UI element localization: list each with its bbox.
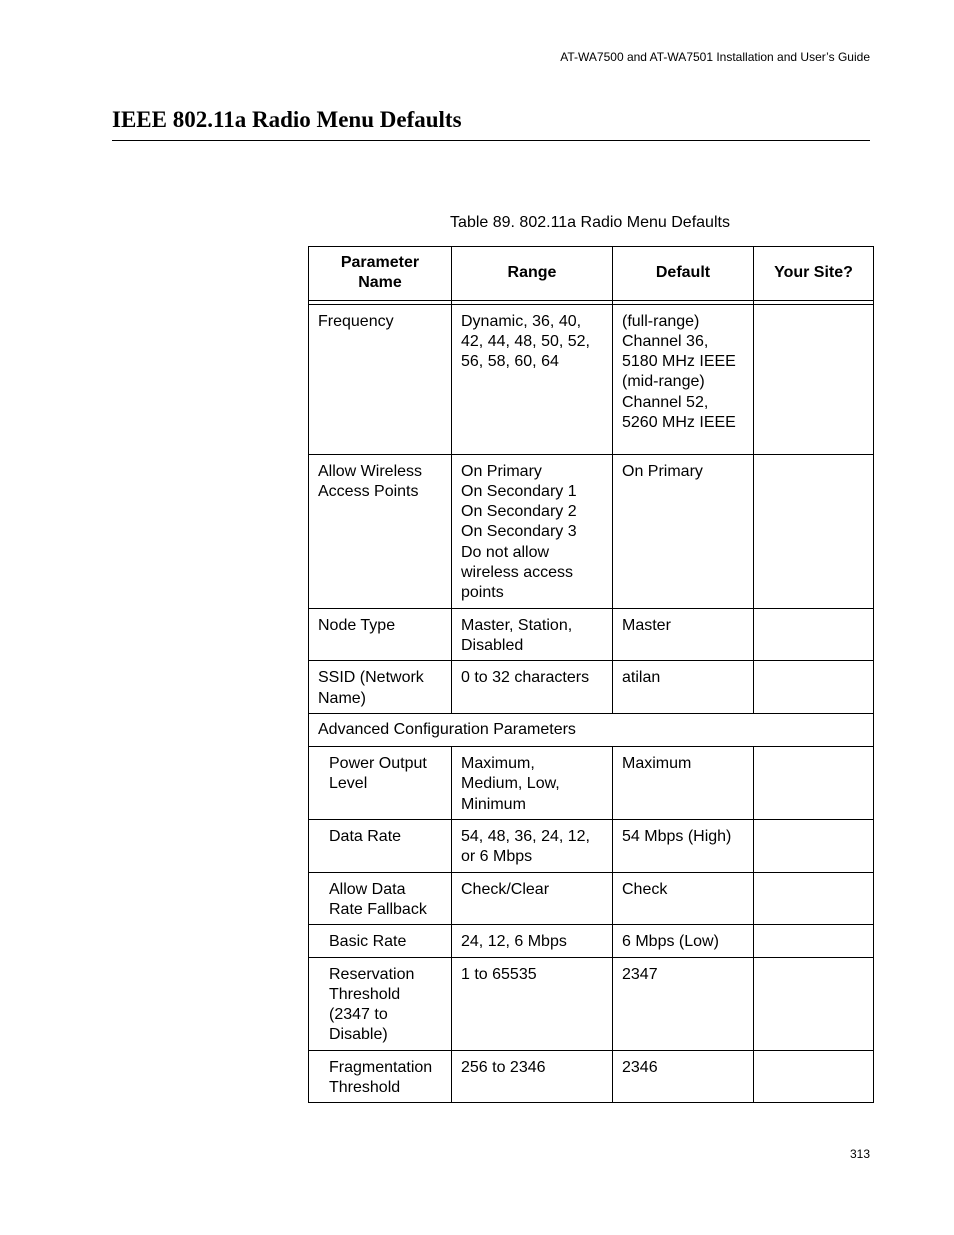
cell-line: 56, 58, 60, 64 [461,353,559,371]
cell-line: wireless access [461,564,574,582]
your-site-cell [754,304,874,454]
param-cell [309,872,452,925]
cell-line: Medium, Low, [461,775,560,793]
cell-line: 24, 12, 6 Mbps [461,933,567,951]
cell-line: Reservation [329,965,415,983]
cell-line: 5180 MHz IEEE [622,353,736,371]
cell-line: 6 Mbps (Low) [622,933,719,951]
cell-line: Minimum [461,795,526,813]
cell-line: 256 to 2346 [461,1058,546,1076]
table-header-row [309,247,874,301]
cell-line: or 6 Mbps [461,848,533,866]
default-cell [613,1050,754,1103]
cell-line: Master, Station, [461,616,573,634]
range-cell [452,925,613,957]
default-cell [613,925,754,957]
page-number: 313 [849,1147,870,1161]
cell-line: On Secondary 1 [461,482,577,500]
table-row [309,454,874,608]
cell-line: 0 to 32 characters [461,669,590,687]
cell-line: Node Type [318,616,396,634]
cell-line: Check/Clear [461,880,550,898]
cell-line: points [461,584,504,602]
column-header: Your Site? [754,247,874,301]
table-row [309,747,874,820]
cell-line: atilan [622,669,661,687]
default-cell [613,454,754,608]
cell-line: Allow Wireless [318,462,423,480]
param-cell [309,820,452,873]
cell-line: SSID (Network [318,669,424,687]
table-row [309,1050,874,1103]
param-cell [309,925,452,957]
cell-line: Level [329,775,368,793]
cell-line: 54 Mbps (High) [622,828,732,846]
table-row [309,820,874,873]
table-row [309,925,874,957]
cell-line: (full-range) [622,312,700,330]
cell-line: 54, 48, 36, 24, 12, [461,828,590,846]
param-cell [309,661,452,714]
cell-line: On Primary [622,462,703,480]
your-site-cell [754,1050,874,1103]
cell-line: Basic Rate [329,933,407,951]
column-header: Default [613,247,754,301]
cell-line: Disable) [329,1026,388,1044]
cell-line: Fragmentation [329,1058,433,1076]
param-cell [309,957,452,1050]
your-site-cell [754,925,874,957]
default-cell [613,661,754,714]
your-site-cell [754,454,874,608]
cell-line: Threshold [329,1079,401,1097]
table-caption: Table 89. 802.11a Radio Menu Defaults [450,214,730,231]
range-cell [452,304,613,454]
range-cell [452,872,613,925]
default-cell [613,608,754,661]
cell-line: Maximum [622,755,692,773]
your-site-cell [754,872,874,925]
table-row [309,957,874,1050]
cell-line: Rate Fallback [329,900,427,918]
table-row [309,661,874,714]
cell-line: Check [622,880,668,898]
cell-line: Power Output [329,755,427,773]
cell-line: Do not allow [461,543,550,561]
range-cell [452,661,613,714]
running-header: AT-WA7500 and AT-WA7501 Installation and User’s Guide [560,50,870,64]
default-cell [613,820,754,873]
cell-line: On Secondary 3 [461,523,577,541]
section-row [309,713,874,746]
defaults-table [308,246,874,1103]
param-cell [309,608,452,661]
range-cell [452,1050,613,1103]
range-cell [452,454,613,608]
range-cell [452,820,613,873]
cell-line: Channel 36, [622,332,709,350]
cell-line: Access Points [318,482,419,500]
cell-line: 2347 [622,965,658,983]
cell-line: Dynamic, 36, 40, [461,312,582,330]
range-cell [452,747,613,820]
default-cell [613,304,754,454]
your-site-cell [754,957,874,1050]
param-cell [309,1050,452,1103]
default-cell [613,957,754,1050]
cell-line: On Primary [461,462,542,480]
range-cell [452,608,613,661]
your-site-cell [754,661,874,714]
cell-line: Master [622,616,671,634]
cell-line: Frequency [318,312,394,330]
cell-line: 2346 [622,1058,658,1076]
cell-line: Threshold [329,985,401,1003]
cell-line: (2347 to [329,1006,388,1024]
your-site-cell [754,608,874,661]
cell-line: 1 to 65535 [461,965,537,983]
cell-line: Allow Data [329,880,406,898]
cell-line: Maximum, [461,755,535,773]
table-row [309,608,874,661]
section-label: Advanced Configuration Parameters [309,713,874,746]
cell-line: Channel 52, [622,393,709,411]
param-cell [309,747,452,820]
page-title: IEEE 802.11a Radio Menu Defaults [112,107,462,132]
range-cell [452,957,613,1050]
cell-line: On Secondary 2 [461,503,577,521]
cell-line: 5260 MHz IEEE [622,414,736,432]
cell-line: Data Rate [329,828,402,846]
title-rule [112,140,870,141]
param-cell [309,304,452,454]
cell-line: (mid-range) [622,373,705,391]
table-row [309,304,874,454]
default-cell [613,872,754,925]
cell-line: Disabled [461,636,524,654]
table-row [309,872,874,925]
column-header: Range [452,247,613,301]
your-site-cell [754,820,874,873]
cell-line: Name) [318,689,367,707]
default-cell [613,747,754,820]
cell-line: 42, 44, 48, 50, 52, [461,332,590,350]
column-header: Parameter Name [309,247,452,301]
param-cell [309,454,452,608]
your-site-cell [754,747,874,820]
